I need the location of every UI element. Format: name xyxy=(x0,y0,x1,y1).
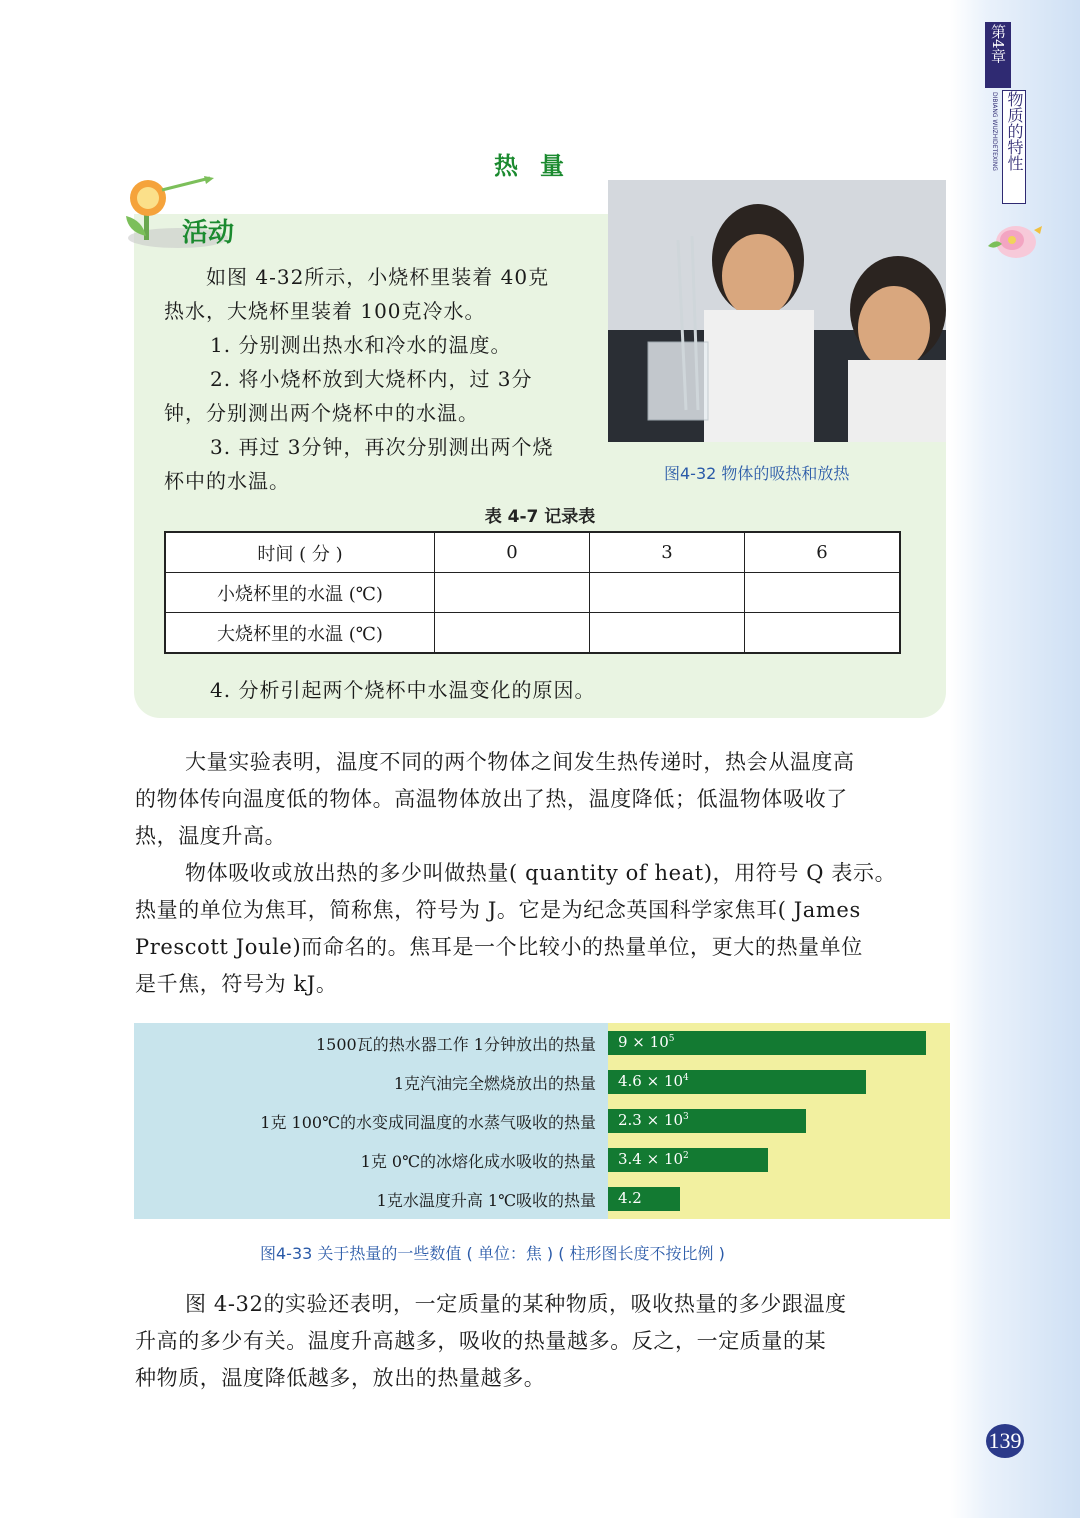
paragraph-line: 热量的单位为焦耳，简称焦，符号为 J。它是为纪念英国科学家焦耳( James xyxy=(135,898,861,922)
experiment-photo xyxy=(608,180,946,442)
table-row xyxy=(165,613,900,654)
chart-category-label: 1500瓦的热水器工作 1分钟放出的热量 xyxy=(316,1034,596,1054)
activity-intro-1: 如图 4-32所示，小烧杯里装着 40克 xyxy=(206,265,550,289)
chart-value-label: 4.2 xyxy=(618,1189,642,1208)
paragraph-1 xyxy=(135,744,947,855)
paragraph-3 xyxy=(135,1286,947,1397)
chart-bar-area xyxy=(608,1023,950,1219)
activity-label: 活动 xyxy=(182,218,235,248)
paragraph-line: Prescott Joule)而命名的。焦耳是一个比较小的热量单位，更大的热量单位 xyxy=(135,935,863,959)
chart-value-label: $3.4 \times 10^2$ xyxy=(618,1150,689,1169)
chart-category-label: 1克水温度升高 1℃吸收的热量 xyxy=(376,1191,596,1211)
chapter-english-text: DIBIANG WUZHIDETEXING xyxy=(991,92,998,171)
section-title: 热量 xyxy=(494,152,586,180)
flower-icon xyxy=(982,220,1046,264)
table-cell xyxy=(435,613,590,654)
table-header-cell: 6 xyxy=(745,532,901,573)
activity-intro-2: 热水，大烧杯里装着 100克冷水。 xyxy=(164,299,486,323)
figure-432-caption: 图4-32 物体的吸热和放热 xyxy=(664,464,850,483)
paragraph-line: 图 4-32的实验还表明，一定质量的某种物质，吸收热量的多少跟温度 xyxy=(185,1292,847,1316)
chart-label-area xyxy=(134,1023,608,1219)
activity-step-4: 4. 分析引起两个烧杯中水温变化的原因。 xyxy=(210,678,596,702)
activity-step-2a: 2. 将小烧杯放到大烧杯内，过 3分 xyxy=(210,367,533,391)
chart-category-label: 1克 0℃的冰熔化成水吸收的热量 xyxy=(360,1152,596,1172)
table-cell xyxy=(590,573,745,613)
page-number: 139 xyxy=(986,1424,1024,1458)
table-header-cell: 3 xyxy=(590,532,745,573)
paragraph-line: 物体吸收或放出热的多少叫做热量( quantity of heat)，用符号 Q 表示。 xyxy=(185,861,897,885)
table-cell xyxy=(435,573,590,613)
chart-category-label: 1克汽油完全燃烧放出的热量 xyxy=(393,1073,596,1093)
table-cell: 大烧杯里的水温 (℃) xyxy=(165,613,435,654)
chart-value-label: $2.3 \times 10^3$ xyxy=(618,1111,689,1129)
chapter-name: 物质的特性 xyxy=(1005,91,1024,171)
activity-step-1: 1. 分别测出热水和冷水的温度。 xyxy=(210,333,512,357)
paragraph-line: 升高的多少有关。温度升高越多，吸收的热量越多。反之，一定质量的某 xyxy=(135,1329,827,1353)
activity-step-3a: 3. 再过 3分钟，再次分别测出两个烧 xyxy=(210,435,554,459)
activity-step-2b: 钟，分别测出两个烧杯中的水温。 xyxy=(164,401,479,425)
paragraph-line: 大量实验表明，温度不同的两个物体之间发生热传递时，热会从温度高 xyxy=(185,750,855,774)
figure-433-caption: 图4-33 关于热量的一些数值 ( 单位：焦 ) ( 柱形图长度不按比例 ) xyxy=(260,1244,725,1263)
activity-step-3b: 杯中的水温。 xyxy=(164,469,290,493)
paragraph-line: 是千焦，符号为 kJ。 xyxy=(135,972,338,996)
table-header-row xyxy=(165,532,900,573)
heat-values-chart xyxy=(134,1023,950,1219)
table-cell xyxy=(590,613,745,654)
chart-value-label: $4.6 \times 10^4$ xyxy=(618,1071,689,1090)
table-cell: 小烧杯里的水温 (℃) xyxy=(165,573,435,613)
chapter-label: 第4章 xyxy=(989,24,1007,64)
table-cell xyxy=(745,573,901,613)
chart-category-label: 1克 100℃的水变成同温度的水蒸气吸收的热量 xyxy=(260,1113,596,1132)
paragraph-line: 热，温度升高。 xyxy=(135,824,287,848)
table-cell xyxy=(745,613,901,654)
record-table xyxy=(164,531,901,654)
table-row xyxy=(165,573,900,613)
table-header-cell: 时间 ( 分 ) xyxy=(165,532,435,573)
chart-value-label: $9 \times 10^5$ xyxy=(618,1032,675,1051)
table-caption: 表 4-7 记录表 xyxy=(484,507,596,527)
paragraph-line: 种物质，温度降低越多，放出的热量越多。 xyxy=(135,1366,546,1390)
table-header-cell: 0 xyxy=(435,532,590,573)
chapter-tab xyxy=(985,22,1011,88)
paragraph-line: 的物体传向温度低的物体。高温物体放出了热，温度降低；低温物体吸收了 xyxy=(135,787,848,811)
paragraph-2 xyxy=(135,855,947,1003)
